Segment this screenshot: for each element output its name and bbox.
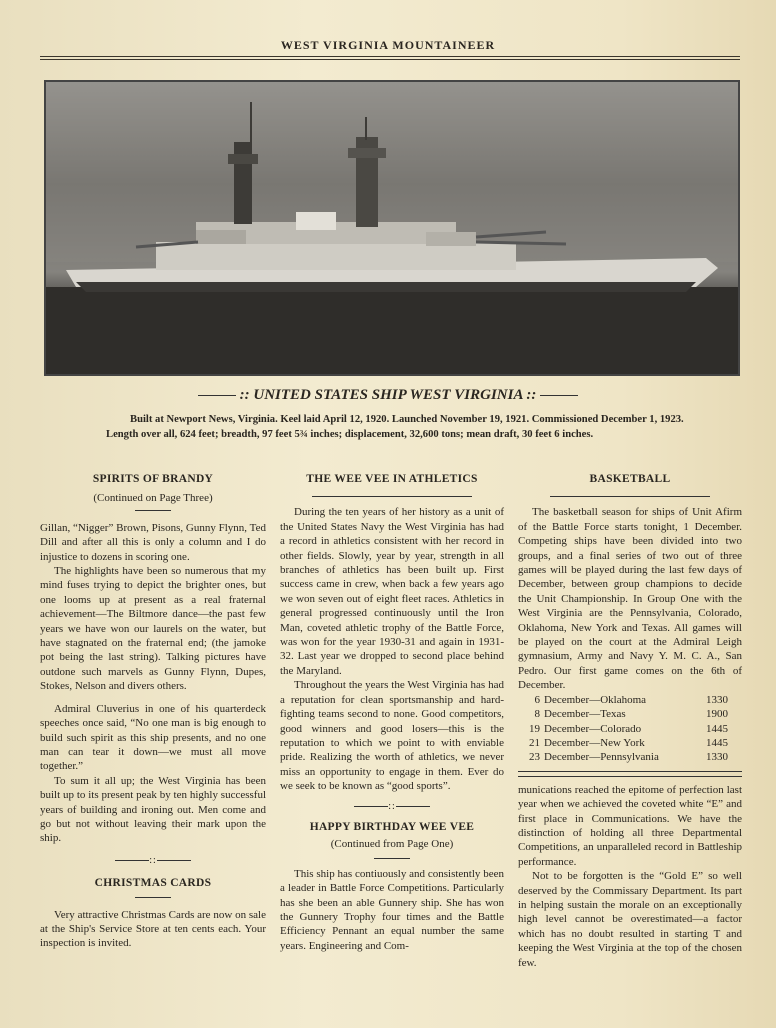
column-athletics <box>280 472 504 953</box>
game-schedule <box>518 693 742 765</box>
schedule-row <box>518 750 742 764</box>
article-subheading: (Continued from Page One) <box>330 838 454 851</box>
schedule-day: 6 <box>534 693 540 706</box>
short-rule <box>550 496 710 497</box>
schedule-row <box>518 693 742 707</box>
schedule-game: December—Colorado <box>544 722 642 735</box>
schedule-game: December—Pennsylvania <box>544 751 659 764</box>
battleship-illustration <box>46 82 738 374</box>
schedule-time: 1900 <box>706 708 728 721</box>
schedule-time: 1445 <box>706 736 728 749</box>
schedule-time: 1445 <box>706 722 728 735</box>
column-spirits-of-brandy <box>40 472 266 951</box>
short-rule <box>135 510 171 511</box>
article-heading: CHRISTMAS CARDS <box>94 877 212 890</box>
caption-dash-left <box>198 395 236 396</box>
article-heading: THE WEE VEE IN ATHLETICS <box>306 473 478 485</box>
article-subheading: (Continued on Page Three) <box>93 492 213 505</box>
schedule-row <box>518 722 742 736</box>
short-rule <box>312 496 472 497</box>
paragraph: The basketball season for ships of Unit Afirm of the Battle Force starts tonight, 1 December. Competing ships have been divided into two groups, and a final series of two out of three games will be played during the last few days of December, between group champions to decide the Unit Championship. In Group One with the West Virginia are the Pennsylvania, Colorado, Oklahoma, New York and Texas. All games will be played on the court at the Admiral Leigh gymnasium, Army and Navy Y. M. C. A., San Pedro. Our first game comes on the 6th of December. <box>518 506 742 692</box>
paragraph: This ship has contiuously and consistently been a leader in Battle Force Competitions. Particularly has she been an able Gunnery ship. She has won the Gunnery Trophy four times and the Battle Efficiency Pennant an equal number the same years. Engineering and Com- <box>280 867 504 952</box>
schedule-row <box>518 736 742 750</box>
section-ornament: :: <box>40 854 266 868</box>
paragraph: Gillan, “Nigger” Brown, Pisons, Gunny Flynn, Ted Dill and after all this is only a column and I do injustice to dozens in scoring one. <box>40 521 266 563</box>
paragraph: Admiral Cluverius in one of his quarterdeck speeches once said, “No one man is big enough to build such spirit as this ship presents, and no one man can tear it down—we must all move together.” <box>40 702 266 773</box>
schedule-day: 8 <box>534 708 540 721</box>
column-basketball <box>518 472 742 970</box>
caption-title-text: :: UNITED STATES SHIP WEST VIRGINIA :: <box>239 387 537 403</box>
paragraph: To sum it all up; the West Virginia has been built up to its present peak by ten highly successful years of building and ironing out. Men come and go but not without leaving their mark upon the ship. <box>40 774 266 845</box>
paragraph: Not to be forgotten is the “Gold E” so well deserved by the Commissary Department. Its part in helping sustain the morale on an exceptionally high level cannot be overestimated—a factor which has no doubt resulted in starting T and keeping the West Virginia at the top of the chosen few. <box>518 870 742 969</box>
paragraph: During the ten years of her history as a unit of the United States Navy the West Virginia has had a record in athletics consistent with her record in other fields. Slowly, year by year, strength in all branches of athletics has been built up. First success came in crew, when back a few years ago we won seven out of eight fleet races. Athletics in general progressed continuously until the Iron Man, coveted athletic trophy of the Battle Force, was won for the year 1930-31 and again in 1931-32. Last year we dropped to second place behind the Maryland. <box>280 506 504 677</box>
paragraph: The highlights have been so numerous that my mind fuses trying to depict the brighter ones, but one looms up at present as a real fraternal achievement—The Biltmore dance—the past few years we have won our laurels on the water, but have stagnated on the fraternal end; (the jamoke pot being the last string). Talking pictures have outdone such marvels as Gunny Flynn, Dupes, Stokes, Nelson and divers others. <box>40 565 266 693</box>
short-rule <box>374 858 410 859</box>
schedule-day: 21 <box>529 736 540 749</box>
section-rule <box>518 771 742 772</box>
masthead: WEST VIRGINIA MOUNTAINEER <box>280 38 496 52</box>
caption-dash-right <box>540 395 578 396</box>
article-heading: HAPPY BIRTHDAY WEE VEE <box>309 820 475 833</box>
paragraph: Throughout the years the West Virginia has had a reputation for clean sportsmanship and hard-fighting teams second to none. Good competitors, good winners and good losers—this is the reputation to which we point to with enviable pride. Realizing the worth of athletics, we never miss an opportunity to engage in them. Ever do we seek to be known as “good sports”. <box>280 679 504 793</box>
schedule-day: 19 <box>529 722 540 735</box>
schedule-game: December—New York <box>544 736 645 749</box>
article-heading: SPIRITS OF BRANDY <box>92 473 214 485</box>
schedule-game: December—Oklahoma <box>544 693 647 706</box>
photo-caption-body: Built at Newport News, Virginia. Keel laid April 12, 1920. Launched November 19, 1921. Commissioned December 1, 1923. Length over all, 624 feet; breadth, 97 feet 5¾ inches; displacement, 32,600 tons; mean draft, 30 feet 6 inches. <box>106 414 684 440</box>
schedule-time: 1330 <box>706 693 728 706</box>
paragraph: munications reached the epitome of perfection last year when we achieved the coveted white “E” and first place in Communications. We have the distinction of holding all three Departmental Competitions, an unparalleled record in Battleship performance. <box>518 783 742 868</box>
paragraph: Very attractive Christmas Cards are now on sale at the Ship's Service Store at ten cents each. Your inspection is invited. <box>40 908 266 950</box>
schedule-game: December—Texas <box>544 708 626 721</box>
schedule-row <box>518 707 742 721</box>
schedule-time: 1330 <box>706 751 728 764</box>
section-rule <box>518 776 742 777</box>
schedule-day: 23 <box>529 751 540 764</box>
photo-caption-title <box>0 387 776 404</box>
section-ornament: :: <box>280 800 504 814</box>
article-heading: BASKETBALL <box>589 473 671 485</box>
masthead-rule <box>40 56 740 60</box>
short-rule <box>135 897 171 898</box>
battleship-photo <box>44 80 740 376</box>
